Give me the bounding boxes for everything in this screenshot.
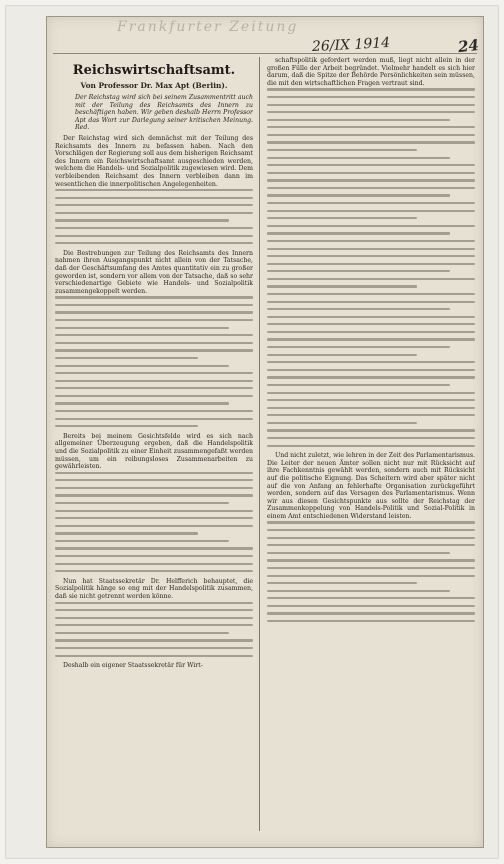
text-line <box>267 134 475 136</box>
text-line <box>267 612 475 614</box>
text-line <box>55 639 253 641</box>
text-line <box>267 278 475 280</box>
paragraph: Nun hat Staatssekretär Dr. Helfferich behauptet, die Sozialpolitik hänge so eng mit der Handelspolitik zusammen, daß sie nicht getrennt werden könne. <box>55 577 253 600</box>
text-line <box>267 437 475 439</box>
text-line <box>55 570 253 572</box>
text-line <box>267 597 475 599</box>
body-text-lines <box>267 521 475 622</box>
text-line <box>55 487 253 489</box>
text-line <box>55 647 253 649</box>
text-line <box>267 605 475 607</box>
text-line <box>55 502 229 504</box>
text-line <box>267 575 475 577</box>
text-line <box>55 402 229 404</box>
text-line <box>267 316 475 318</box>
text-line <box>55 425 198 427</box>
text-line <box>267 354 417 356</box>
newspaper-masthead: Frankfurter Zeitung <box>117 19 299 35</box>
text-line <box>267 111 475 113</box>
text-line <box>267 263 475 265</box>
text-line <box>55 517 253 519</box>
text-line <box>55 609 253 611</box>
body-text-lines <box>55 602 253 657</box>
text-line <box>267 429 475 431</box>
text-line <box>267 285 417 287</box>
text-line <box>267 346 450 348</box>
column-divider <box>259 57 260 831</box>
text-line <box>267 232 450 234</box>
text-line <box>267 248 475 250</box>
text-line <box>55 204 253 206</box>
text-line <box>267 414 475 416</box>
text-line <box>55 624 253 626</box>
article-column-right <box>267 57 475 835</box>
paragraph: Deshalb ein eigener Staatssekretär für Wirt- <box>63 662 203 670</box>
text-line <box>267 202 475 204</box>
text-line <box>55 494 253 496</box>
text-line <box>55 472 253 474</box>
text-line <box>267 590 450 592</box>
text-line <box>55 525 253 527</box>
text-line <box>267 179 475 181</box>
paragraph: Und nicht zuletzt, wie lehren in der Zeit des Parlamentarismus. Die Leiter der neuen Ämter sollen nicht nur mit Rücksicht auf ihre Fachkenntnis gewählt werden, sondern auch mit Rücksicht auf die politische Eignung. Das Scheitern wird aber später nicht auf die von Anfang an fehlerhafte Organisation zurückgeführt werden, sondern auf das Versagen des Parlamentarismus. Wenn wir aus diesen Gesichtspunkte aus sollte der Reichstag der Zusammenkoppelung von Handels-Politik und Sozial-Politik in einem Amt entschiedenen Widerstand leisten. <box>267 452 475 520</box>
text-line <box>267 217 417 219</box>
text-line <box>55 311 253 313</box>
body-text-lines <box>55 472 253 573</box>
text-line <box>267 119 450 121</box>
text-line <box>55 479 253 481</box>
text-line <box>55 380 253 382</box>
text-line <box>55 632 229 634</box>
text-line <box>267 149 417 151</box>
text-line <box>267 96 475 98</box>
text-line <box>55 319 253 321</box>
text-line <box>267 399 475 401</box>
text-line <box>55 189 253 191</box>
handwritten-date: 26/IX 1914 <box>311 34 391 56</box>
text-line <box>267 537 475 539</box>
text-line <box>267 157 450 159</box>
body-text-lines <box>267 88 475 446</box>
text-line <box>55 418 253 420</box>
text-line <box>55 510 253 512</box>
text-line <box>55 219 229 221</box>
text-line <box>55 395 253 397</box>
top-rule <box>53 53 477 54</box>
text-line <box>267 164 475 166</box>
article-byline: Von Professor Dr. Max Apt (Berlin). <box>80 81 228 90</box>
handwritten-page-number: 24 <box>457 35 480 57</box>
text-line <box>267 338 475 340</box>
text-line <box>267 301 475 303</box>
text-line <box>55 212 253 214</box>
text-line <box>55 655 253 657</box>
scanned-page <box>6 6 498 858</box>
text-line <box>267 331 475 333</box>
text-line <box>55 563 253 565</box>
text-line <box>55 602 253 604</box>
text-line <box>267 88 475 90</box>
text-line <box>267 376 475 378</box>
text-line <box>55 365 229 367</box>
text-line <box>267 369 475 371</box>
editor-note: Der Reichstag wird sich bei seinem Zusammentritt auch mit der Teilung des Reichsamts des Innern zu beschäftigen haben. Wir geben deshalb Herrn Professor Apt das Wort zur Darlegung seiner kritischen Meinung. Red. <box>75 94 253 132</box>
text-line <box>55 235 253 237</box>
text-line <box>267 529 475 531</box>
text-line <box>267 567 475 569</box>
text-line <box>267 582 417 584</box>
text-line <box>267 392 475 394</box>
text-line <box>55 617 253 619</box>
text-line <box>267 407 475 409</box>
text-line <box>55 410 253 412</box>
text-line <box>267 384 450 386</box>
paragraph: Der Reichstag wird sich demnächst mit der Teilung des Reichsamts des Innern zu befassen haben. Nach den Vorschlägen der Regierung soll aus dem bisherigen Reichsamt des Innern ein Reichswirtschaftsamt ausgeschieden werden, welchem die Handels- und Sozialpolitik zugewiesen wird. Dem verbleibenden Reichsamt des Innern verbleiben dann im wesentlichen die innerpolitischen Angelegenheiten. <box>55 134 253 188</box>
text-line <box>267 141 475 143</box>
text-line <box>55 357 198 359</box>
paragraph: schaftspolitik gefordert werden muß, liegt nicht allein in der großen Fülle der Arbeit begründet. Vielmehr handelt es sich hier darum, daß die Spitze der Behörde Persönlichkeiten sein müssen, die mit den wirtschaftlichen Fragen vertraut sind. <box>267 57 475 87</box>
text-line <box>267 422 417 424</box>
text-line <box>267 308 450 310</box>
text-line <box>267 240 475 242</box>
text-line <box>55 342 253 344</box>
text-line <box>267 172 475 174</box>
text-line <box>267 559 475 561</box>
text-line <box>267 323 475 325</box>
text-line <box>267 194 450 196</box>
paragraph: Die Bestrebungen zur Teilung des Reichsamts des Innern nahmen ihren Ausgangspunkt nicht allein von der Tatsache, daß der Geschäftsumfang des Amtes quantitativ ein zu großer geworden ist, sondern vor allem von der Tatsache, daß so sehr verschiedenartige Gebiete wie Handels- und Sozialpolitik zusammengekoppelt werden. <box>55 249 253 295</box>
text-line <box>55 227 253 229</box>
text-line <box>267 361 475 363</box>
text-line <box>55 555 253 557</box>
text-line <box>267 293 475 295</box>
text-line <box>55 296 253 298</box>
text-line <box>55 242 253 244</box>
body-text-lines <box>55 296 253 427</box>
text-line <box>55 197 253 199</box>
text-line <box>55 532 198 534</box>
text-line <box>267 210 475 212</box>
article-column-left <box>55 57 253 835</box>
text-line <box>55 372 253 374</box>
text-line <box>55 334 253 336</box>
text-line <box>267 187 475 189</box>
text-line <box>55 387 253 389</box>
text-line <box>55 304 253 306</box>
text-line <box>267 255 475 257</box>
text-line <box>55 547 253 549</box>
body-text-lines <box>55 189 253 244</box>
text-line <box>267 126 475 128</box>
article-title: Reichswirtschaftsamt. <box>72 63 236 78</box>
text-line <box>55 349 253 351</box>
text-line <box>267 521 475 523</box>
text-line <box>267 225 475 227</box>
text-line <box>267 552 450 554</box>
text-line <box>267 104 475 106</box>
text-line <box>267 445 475 447</box>
text-line <box>267 620 475 622</box>
text-line <box>267 270 450 272</box>
newspaper-clipping <box>46 16 484 848</box>
paragraph: Bereits bei meinem Gesichtsfelde wird es sich nach allgemeiner Überzeugung ergeben, daß die Handelspolitik und die Sozialpolitik zu einer Einheit zusammengefaßt werden müssen, um ein reibungsloses Zusammenarbeiten zu gewährleisten. <box>55 432 253 471</box>
text-line <box>55 327 229 329</box>
text-line <box>267 544 475 546</box>
text-line <box>55 540 229 542</box>
